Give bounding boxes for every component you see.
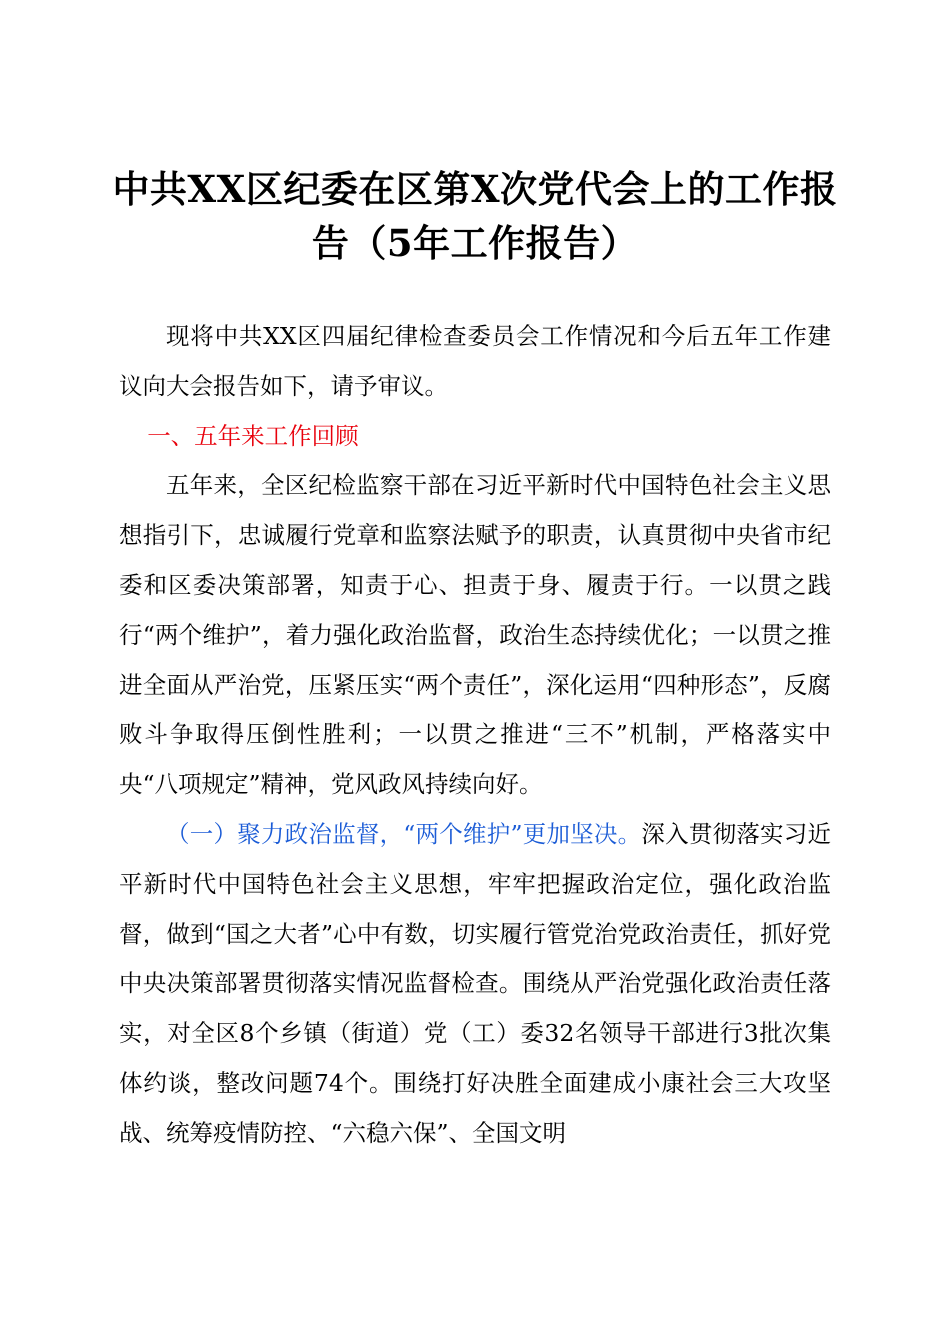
- subsection-political-supervision-text: 深入贯彻落实习近平新时代中国特色社会主义思想，牢牢把握政治定位，强化政治监督，做到“国之大者”心中有数，切实履行管党治党政治责任，抓好党中央决策部署贯彻落实情况监督检查。围绕从严治党强化政治责任落实，对全区8个乡镇（街道）党（工）委32名领导干部进行3批次集体约谈，整改问题74个。围绕打好决胜全面建成小康社会三大攻坚战、统筹疫情防控、“六稳六保”、全国文明: [119, 819, 832, 1147]
- document-body: [119, 312, 831, 1159]
- subsection-heading-political-supervision: （一）聚力政治监督，“两个维护”更加坚决。: [166, 819, 642, 848]
- subsection-political-supervision: [119, 810, 831, 1159]
- section-review-paragraph: 五年来，全区纪检监察干部在习近平新时代中国特色社会主义思想指引下，忠诚履行党章和监察法赋予的职责，认真贯彻中央省市纪委和区委决策部署，知责于心、担责于身、履责于行。一以贯之践行“两个维护”，着力强化政治监督，政治生态持续优化；一以贯之推进全面从严治党，压紧压实“两个责任”，深化运用“四种形态”，反腐败斗争取得压倒性胜利；一以贯之推进“三不”机制，严格落实中央“八项规定”精神，党风政风持续向好。: [119, 471, 831, 799]
- section-heading-review: 一、五年来工作回顾: [147, 421, 359, 450]
- document-title: 中共XX区纪委在区第X次党代会上的工作报告（5年工作报告）: [112, 167, 838, 265]
- intro-paragraph: 现将中共XX区四届纪律检查委员会工作情况和今后五年工作建议向大会报告如下，请予审议。: [119, 322, 831, 400]
